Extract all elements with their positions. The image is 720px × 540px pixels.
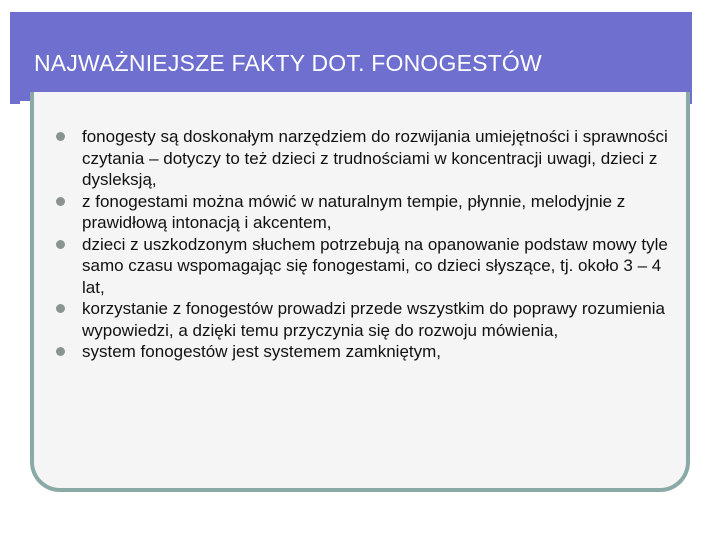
bullet-dot-icon (56, 304, 65, 313)
bullet-item (56, 126, 676, 191)
bullet-text: system fonogestów jest systemem zamkniętym, (82, 342, 442, 361)
bullet-dot-icon (56, 240, 65, 249)
bullet-text: z fonogestami można mówić w naturalnym tempie, płynnie, melodyjnie z prawidłową intonacją i akcentem, (82, 191, 626, 232)
bullet-text: fonogesty są doskonałym narzędziem do rozwijania umiejętności i sprawności czytania – dotyczy to też dzieci z trudnościami w koncentracji uwagi, dzieci z dysleksją, (82, 127, 668, 189)
bullet-list (56, 126, 676, 363)
bullet-item (56, 234, 676, 299)
title-bar (10, 12, 692, 104)
bullet-item (56, 298, 676, 341)
bullet-dot-icon (56, 132, 65, 141)
slide-title: NAJWAŻNIEJSZE FAKTY DOT. FONOGESTÓW (34, 50, 542, 76)
bullet-dot-icon (56, 347, 65, 356)
bullet-text: dzieci z uszkodzonym słuchem potrzebują na opanowanie podstaw mowy tyle samo czasu wspomagając się fonogestami, co dzieci słyszące, tj. około 3 – 4 lat, (82, 234, 668, 297)
bullet-text: korzystanie z fonogestów prowadzi przede wszystkim do poprawy rozumienia wypowiedzi, a dzięki temu przyczynia się do rozwoju mówienia, (82, 299, 665, 340)
bullet-dot-icon (56, 197, 65, 206)
bullet-item (56, 191, 676, 234)
bullet-item (56, 341, 676, 363)
